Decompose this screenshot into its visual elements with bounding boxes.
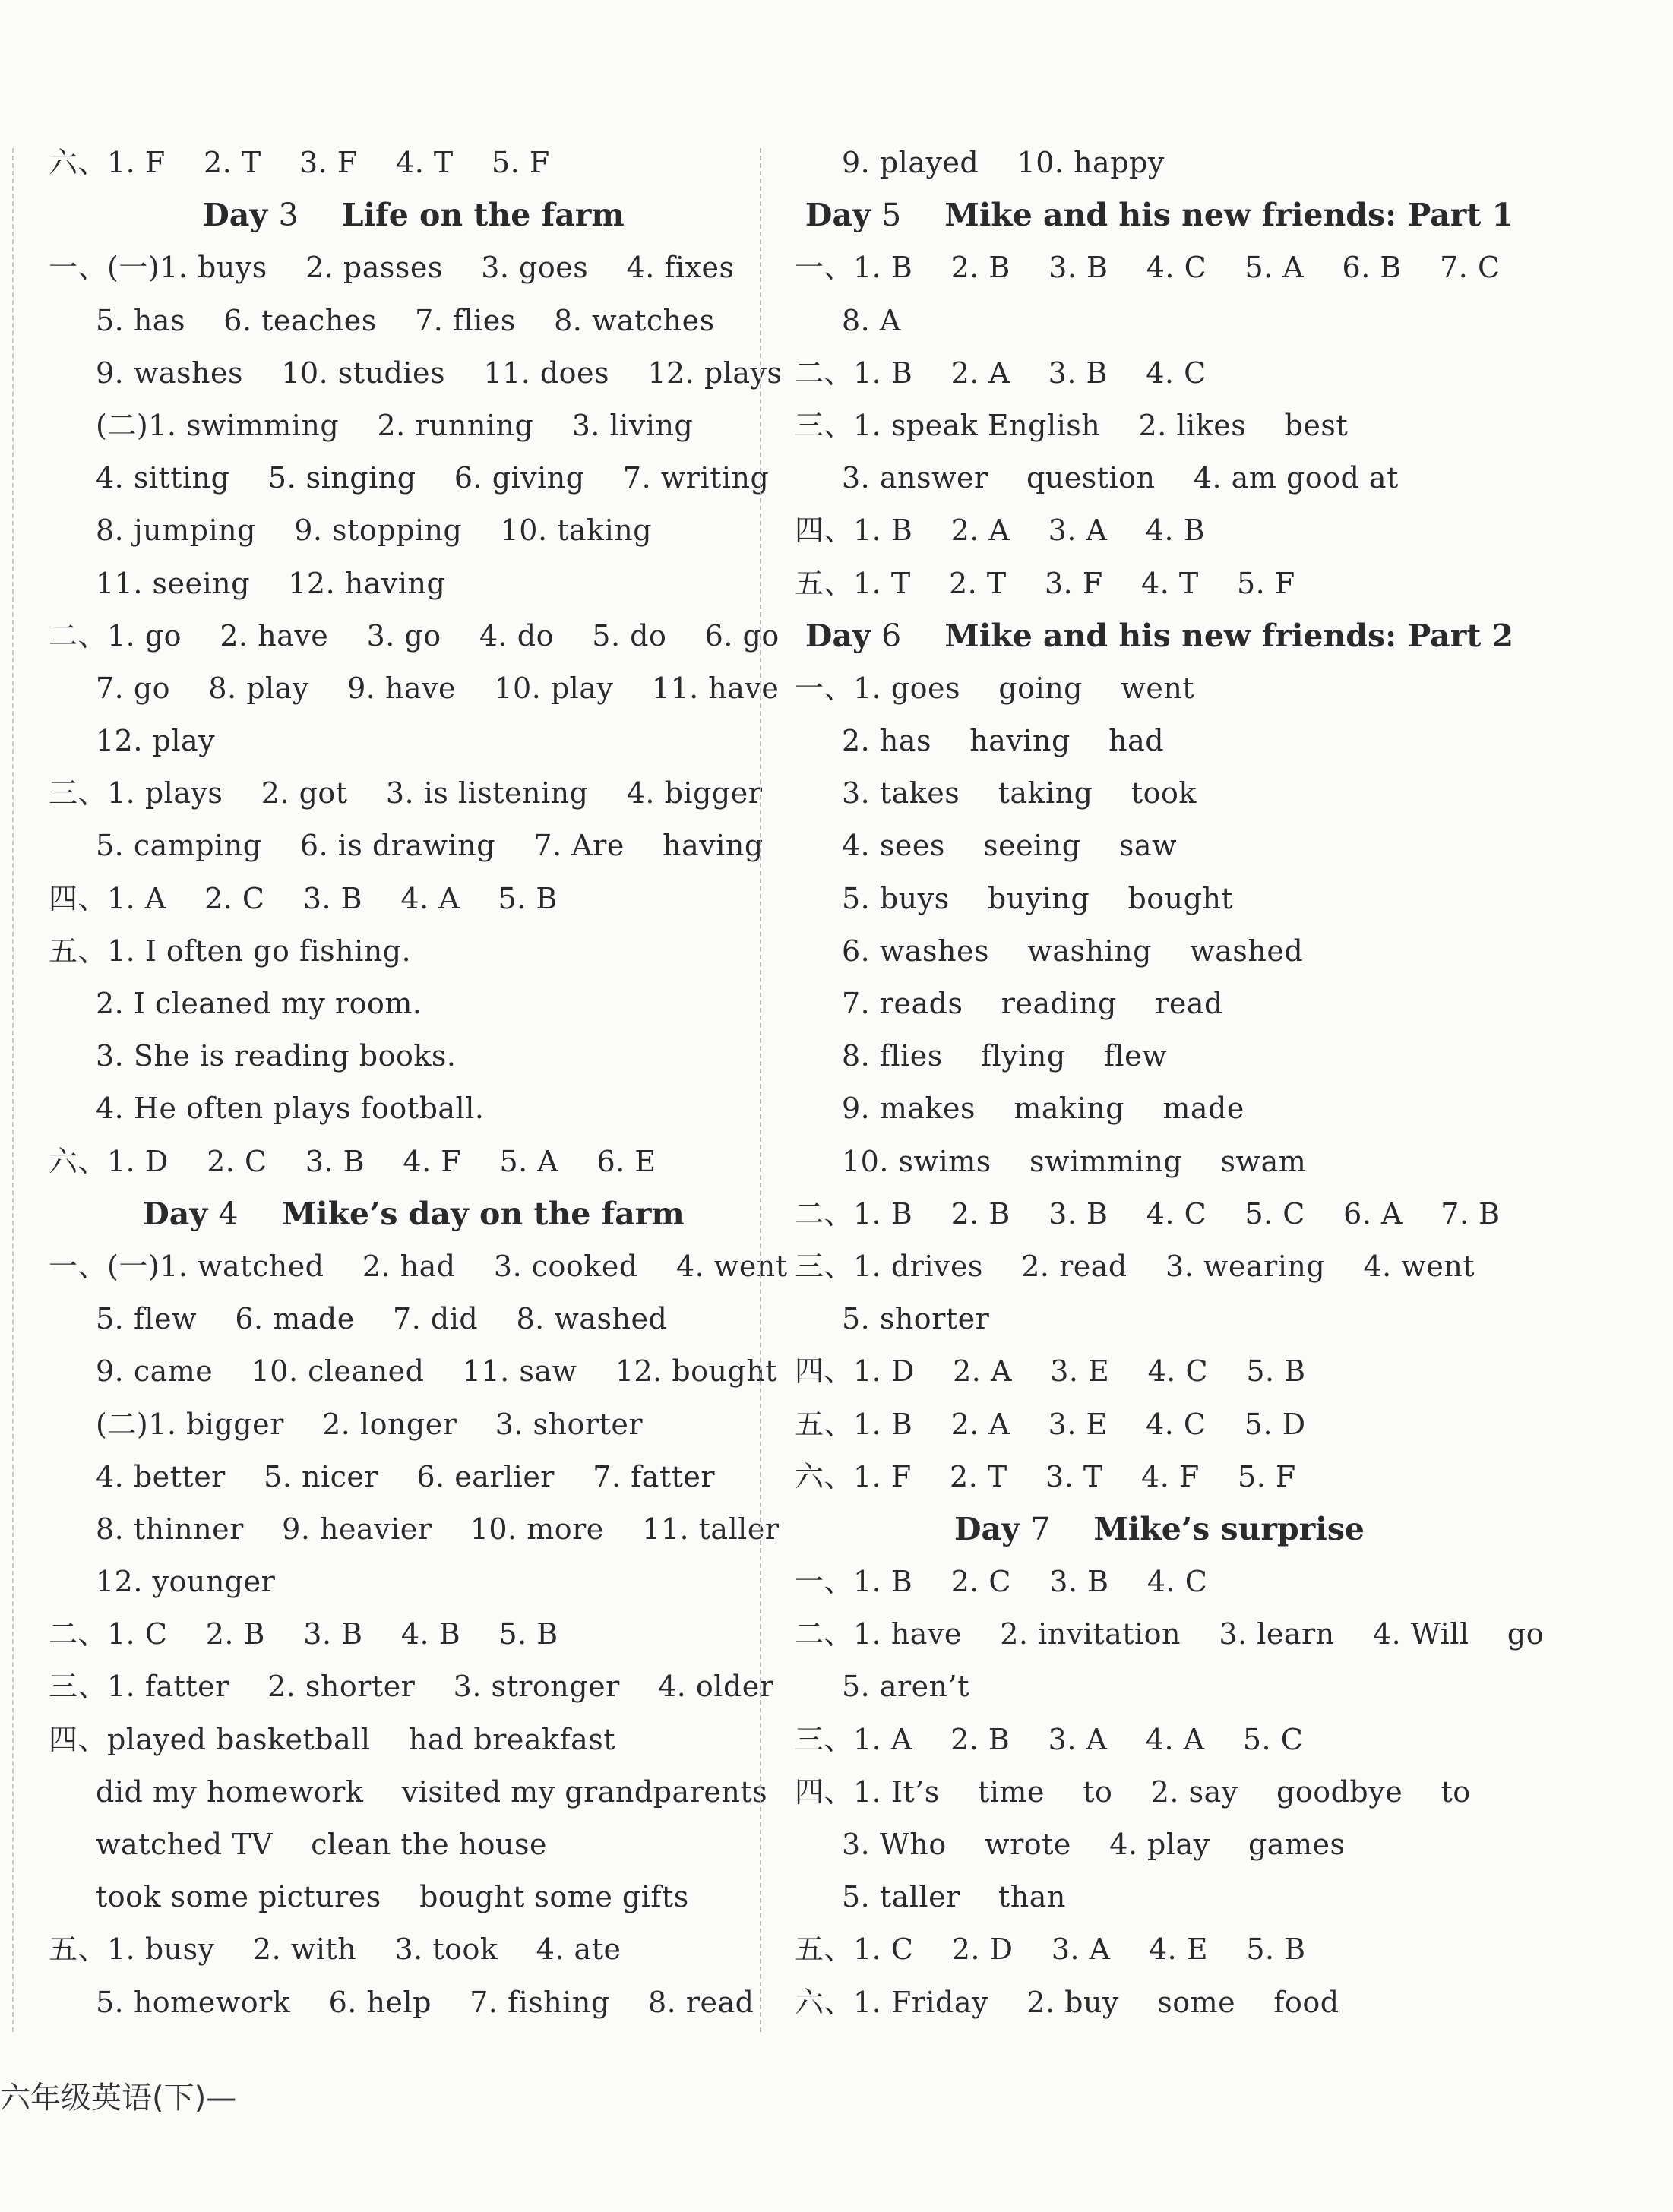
- answer-line: 10. swims swimming swam: [842, 1144, 1307, 1178]
- section-heading: [795, 1503, 1524, 1556]
- answer-line: 五、1. I often go fishing.: [49, 934, 412, 968]
- answer-line: 六、1. F 2. T 3. T 4. F 5. F: [795, 1459, 1296, 1493]
- answer-line: (二)1. bigger 2. longer 3. shorter: [96, 1407, 643, 1441]
- answer-line: 五、1. T 2. T 3. F 4. T 5. F: [795, 566, 1295, 600]
- section-title: Mike and his new friends: Part 1: [944, 197, 1514, 234]
- day-number: 4: [218, 1195, 239, 1232]
- day-number: 6: [881, 617, 902, 654]
- answer-line: 四、1. D 2. A 3. E 4. C 5. B: [795, 1354, 1306, 1389]
- answer-line: 三、1. plays 2. got 3. is listening 4. bigger: [49, 776, 763, 811]
- day-number: 3: [278, 197, 299, 234]
- answer-line: 2. has having had: [842, 724, 1165, 758]
- answer-line: 六、1. Friday 2. buy some food: [795, 1985, 1339, 2019]
- answer-line: 8. flies flying flew: [842, 1039, 1168, 1073]
- answer-line: 五、1. busy 2. with 3. took 4. ate: [49, 1932, 621, 1967]
- answer-line: 9. washes 10. studies 11. does 12. plays: [96, 356, 783, 390]
- answer-line: 一、1. B 2. B 3. B 4. C 5. A 6. B 7. C: [795, 251, 1501, 285]
- answer-line: 8. thinner 9. heavier 10. more 11. taller: [96, 1512, 780, 1546]
- answer-line: 7. reads reading read: [842, 987, 1223, 1020]
- answer-line: 5. buys buying bought: [842, 881, 1234, 915]
- answer-line: 六、1. F 2. T 3. F 4. T 5. F: [49, 146, 550, 179]
- answer-line: 8. jumping 9. stopping 10. taking: [96, 514, 653, 548]
- answer-line: 五、1. B 2. A 3. E 4. C 5. D: [795, 1407, 1306, 1441]
- section-heading: [795, 189, 1524, 242]
- answer-line: 5. flew 6. made 7. did 8. washed: [96, 1302, 668, 1336]
- answer-line: 二、1. B 2. A 3. B 4. C: [795, 356, 1207, 390]
- answer-line: 5. camping 6. is drawing 7. Are having: [96, 829, 764, 863]
- day-label: Day: [805, 617, 871, 654]
- day-label: Day: [954, 1510, 1020, 1547]
- answer-line: 二、1. go 2. have 3. go 4. do 5. do 6. go: [49, 618, 780, 653]
- answer-line: 四、1. B 2. A 3. A 4. B: [795, 514, 1206, 548]
- answer-line: 四、1. It’s time to 2. say goodbye to: [795, 1774, 1471, 1809]
- answer-line: 9. played 10. happy: [842, 146, 1165, 179]
- answer-line: 7. go 8. play 9. have 10. play 11. have: [96, 671, 780, 705]
- section-title: Mike’s day on the farm: [281, 1195, 685, 1232]
- answer-line: 四、1. A 2. C 3. B 4. A 5. B: [49, 881, 558, 915]
- answer-line: 12. younger: [96, 1565, 276, 1599]
- answer-line: 12. play: [96, 724, 216, 758]
- answer-line: 8. A: [842, 303, 901, 337]
- answer-line: 3. Who wrote 4. play games: [842, 1828, 1346, 1861]
- answer-line: 二、1. have 2. invitation 3. learn 4. Will go: [795, 1617, 1545, 1651]
- answer-line: 3. She is reading books.: [96, 1039, 457, 1073]
- answer-line: 4. better 5. nicer 6. earlier 7. fatter: [96, 1459, 716, 1493]
- answer-line: 四、played basketball had breakfast: [49, 1722, 616, 1756]
- answer-column-right: [795, 137, 1545, 2029]
- answer-line: took some pictures bought some gifts: [96, 1880, 689, 1914]
- section-heading: [795, 610, 1524, 662]
- day-number: 5: [881, 197, 902, 234]
- day-label: Day: [202, 197, 268, 234]
- answer-line: watched TV clean the house: [96, 1828, 547, 1861]
- answer-line: (二)1. swimming 2. running 3. living: [96, 408, 694, 442]
- answer-line: did my homework visited my grandparents: [96, 1774, 768, 1809]
- answer-line: 9. makes making made: [842, 1092, 1244, 1126]
- section-heading: [49, 1188, 778, 1240]
- answer-line: 一、1. goes going went: [795, 671, 1195, 705]
- section-title: Mike and his new friends: Part 2: [944, 617, 1514, 654]
- answer-line: 4. sees seeing saw: [842, 829, 1178, 863]
- answer-line: 五、1. C 2. D 3. A 4. E 5. B: [795, 1932, 1306, 1967]
- answer-line: 11. seeing 12. having: [96, 566, 446, 600]
- answer-line: 3. answer question 4. am good at: [842, 461, 1399, 495]
- answer-line: 5. homework 6. help 7. fishing 8. read: [96, 1985, 754, 2019]
- answer-line: 5. taller than: [842, 1880, 1066, 1914]
- answer-line: 二、1. B 2. B 3. B 4. C 5. C 6. A 7. B: [795, 1196, 1501, 1231]
- answer-line: 三、1. A 2. B 3. A 4. A 5. C: [795, 1722, 1304, 1756]
- answer-line: 三、1. drives 2. read 3. wearing 4. went: [795, 1249, 1475, 1283]
- answer-line: 六、1. D 2. C 3. B 4. F 5. A 6. E: [49, 1144, 656, 1178]
- answer-line: 6. washes washing washed: [842, 934, 1304, 968]
- section-title: Life on the farm: [341, 197, 625, 234]
- answer-line: 9. came 10. cleaned 11. saw 12. bought: [96, 1354, 778, 1389]
- answer-line: 一、1. B 2. C 3. B 4. C: [795, 1565, 1208, 1599]
- answer-line: 4. He often plays football.: [96, 1092, 485, 1126]
- answer-line: 3. takes taking took: [842, 776, 1197, 811]
- section-heading: [49, 189, 778, 242]
- answer-line: 4. sitting 5. singing 6. giving 7. writing: [96, 461, 770, 495]
- answer-line: 2. I cleaned my room.: [96, 987, 422, 1020]
- margin-dashed-line: [12, 148, 14, 2032]
- answer-line: 二、1. C 2. B 3. B 4. B 5. B: [49, 1617, 558, 1651]
- answer-line: 一、(一)1. watched 2. had 3. cooked 4. went: [49, 1249, 788, 1283]
- answer-column-left: [49, 137, 788, 2029]
- column-divider: [760, 148, 761, 2032]
- section-title: Mike’s surprise: [1093, 1510, 1365, 1547]
- day-label: Day: [142, 1195, 208, 1232]
- answer-line: 一、(一)1. buys 2. passes 3. goes 4. fixes: [49, 251, 735, 285]
- answer-line: 5. aren’t: [842, 1670, 969, 1704]
- answer-line: 5. has 6. teaches 7. flies 8. watches: [96, 303, 715, 337]
- day-number: 7: [1030, 1510, 1051, 1547]
- answer-line: 三、1. fatter 2. shorter 3. stronger 4. older: [49, 1670, 774, 1704]
- answer-line: 5. shorter: [842, 1302, 990, 1336]
- day-label: Day: [805, 197, 871, 234]
- answer-line: 三、1. speak English 2. likes best: [795, 408, 1349, 442]
- page-footer: 六年级英语(下)—: [0, 2081, 237, 2116]
